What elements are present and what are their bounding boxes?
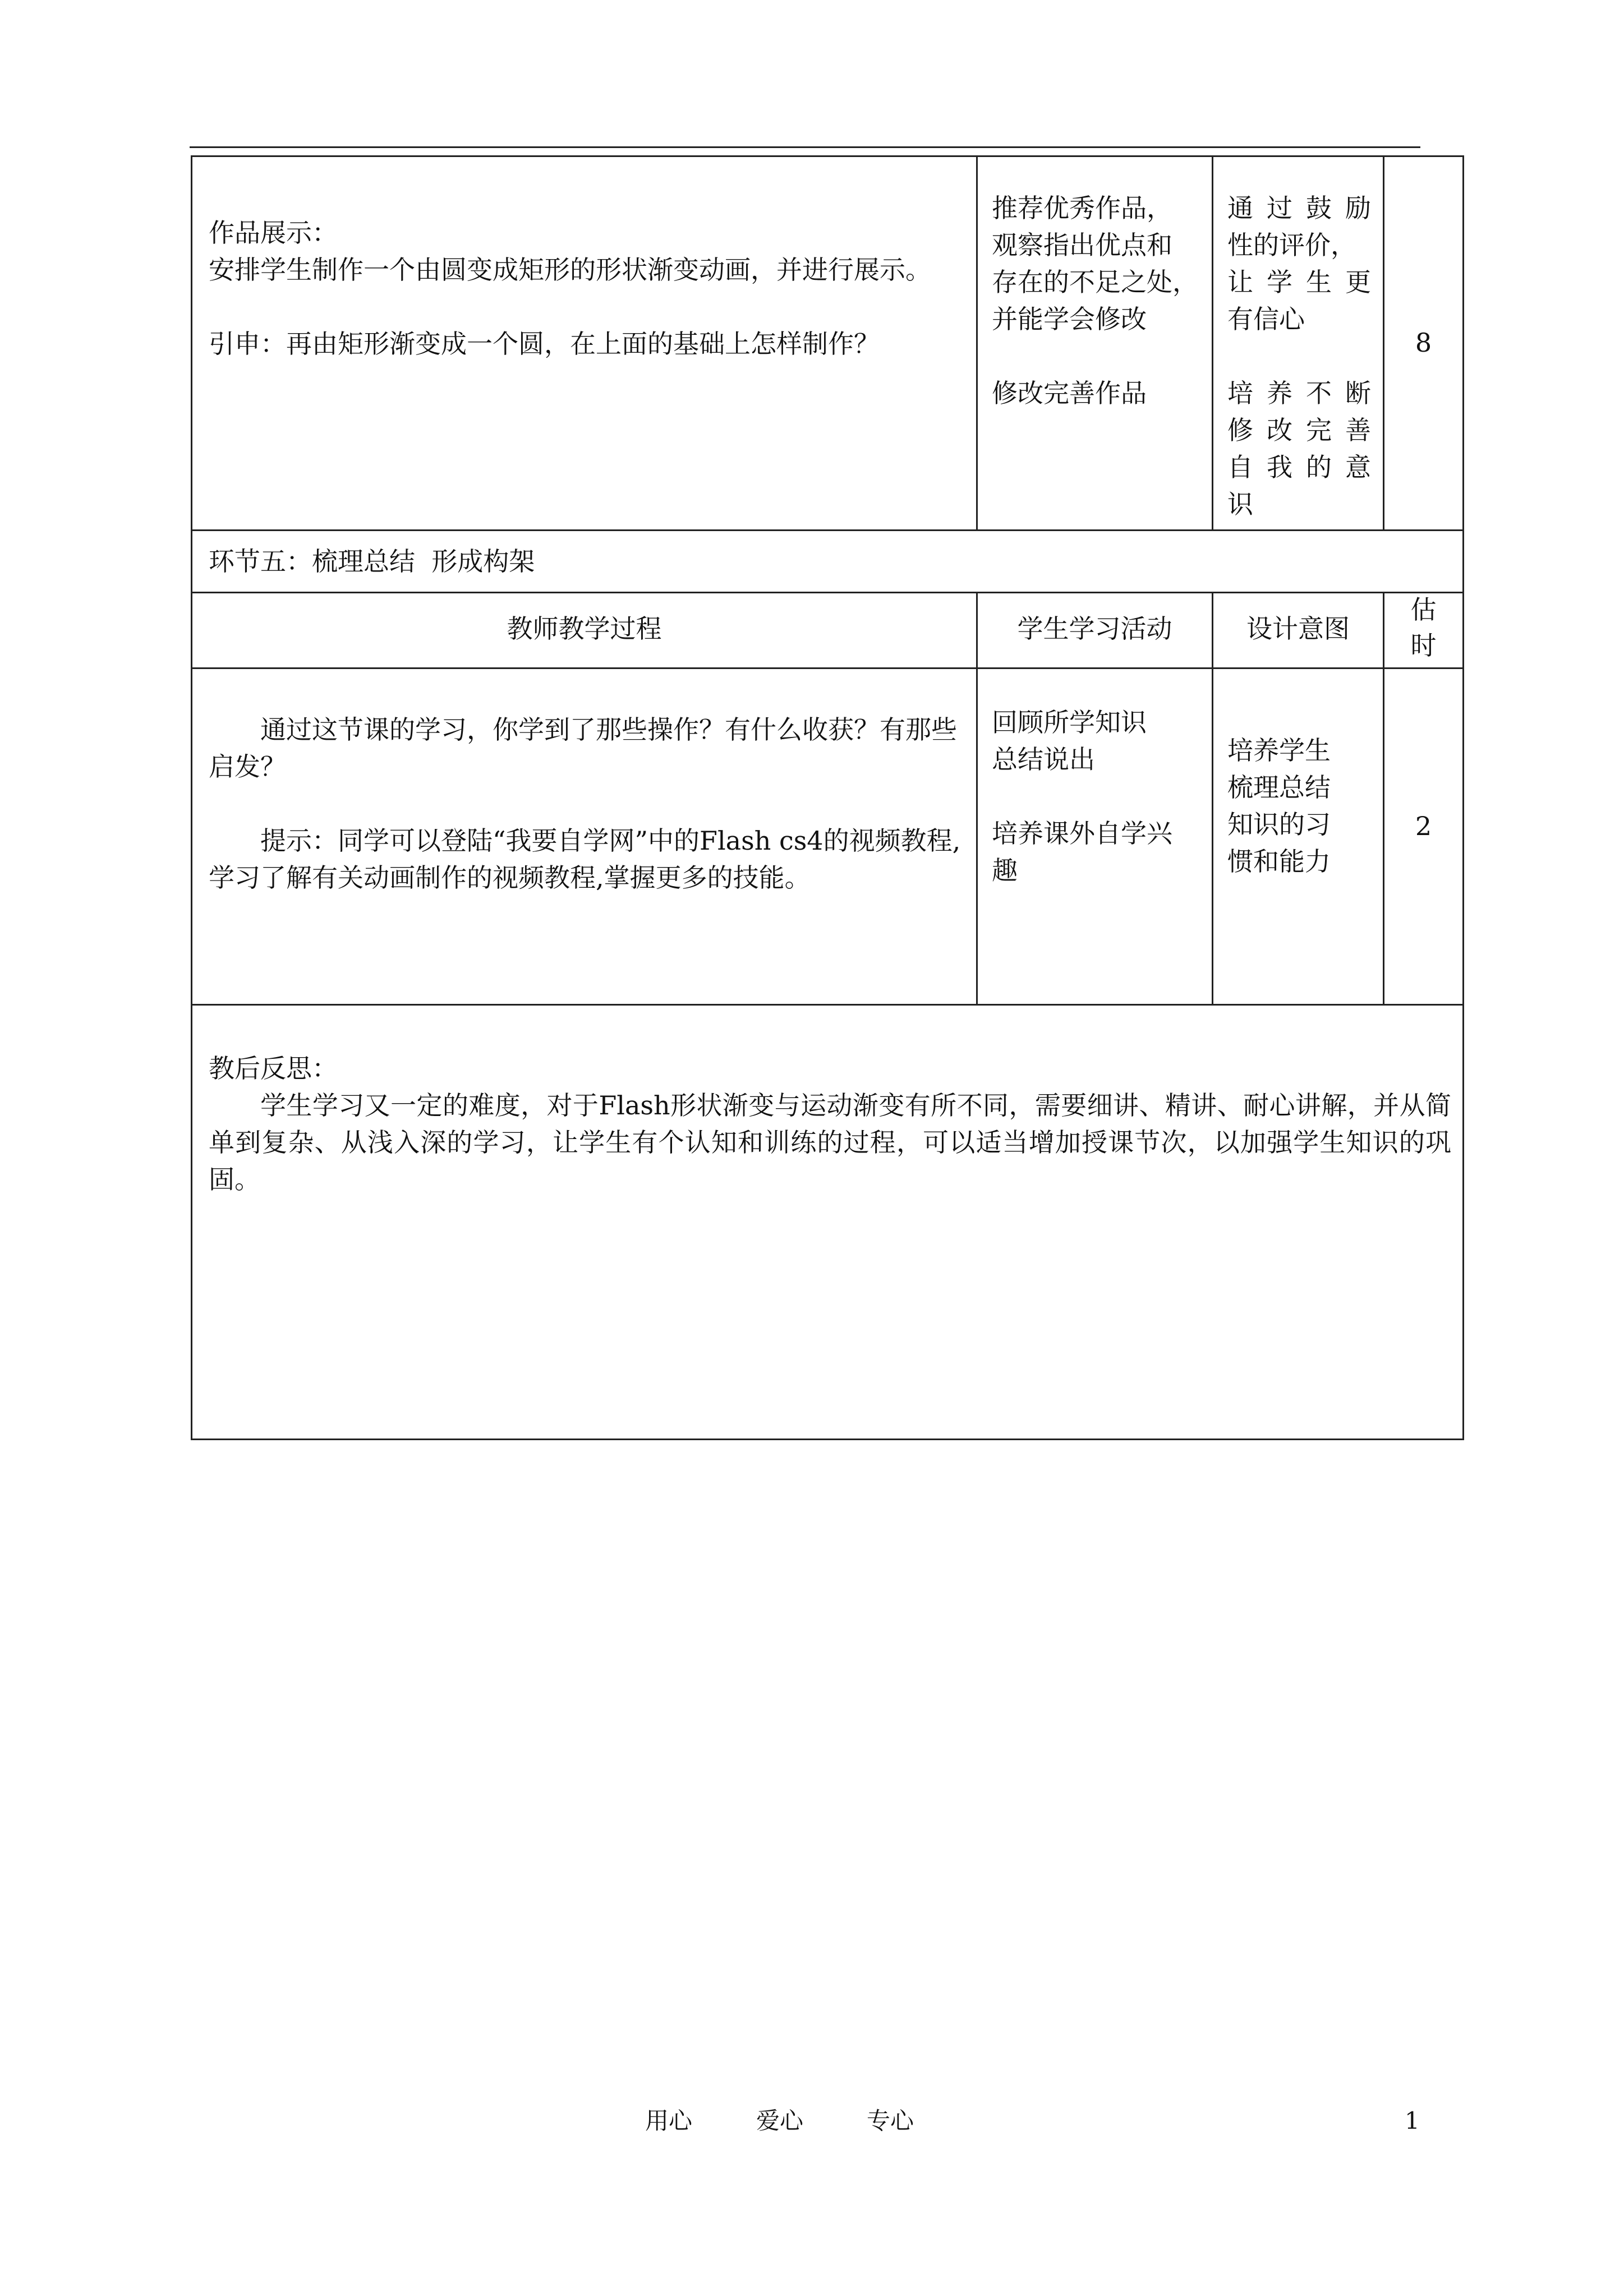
intent-line: 识 (1227, 489, 1253, 519)
activity-line: 存在的不足之处， (992, 267, 1198, 297)
activity-line: 总结说出 (992, 744, 1095, 774)
intent-line: 有信心 (1227, 304, 1305, 334)
footer-motto-2: 爱心 (756, 2107, 804, 2134)
header-estimated-time: 估 时 (1410, 594, 1437, 661)
row2-activity-cell (992, 704, 1208, 889)
row2-intent-cell (1227, 732, 1373, 880)
header-rule (190, 146, 1420, 148)
intent-line: 培养学生 (1227, 735, 1331, 766)
row1-process-cell (209, 214, 972, 362)
reflection-body: 学生学习又一定的难度，对于Flash形状渐变与运动渐变有所不同，需要细讲、精讲、耐心讲解，并从简单到复杂、从浅入深的学习，让学生有个认知和训练的过程，可以适当增加授课节次，以加强学生知识的巩固。 (209, 1090, 1451, 1195)
table-divider-section (191, 592, 1464, 593)
reflection-cell (209, 1050, 1451, 1198)
column-divider (1212, 155, 1213, 529)
page-number: 1 (1405, 2107, 1420, 2134)
activity-line (992, 778, 1208, 815)
activity-line (992, 338, 1205, 375)
row2-process-cell (209, 711, 966, 896)
row2-time-cell (1384, 808, 1462, 845)
intent-line: 让学生更 (1227, 267, 1371, 297)
activity-line: 趣 (992, 855, 1018, 886)
intent-line: 知识的习 (1227, 809, 1331, 840)
table-border-right (1462, 155, 1464, 1440)
intent-line (1227, 338, 1371, 375)
header-student-activity: 学生学习活动 (1017, 614, 1172, 644)
activity-line: 回顾所学知识 (992, 707, 1147, 737)
column-divider (976, 155, 978, 529)
intent-line: 惯和能力 (1227, 846, 1331, 877)
process-line: 作品展示： (209, 218, 338, 248)
estimated-time: 8 (1415, 328, 1432, 358)
table-border-bottom (191, 1439, 1464, 1440)
footer-motto-1: 用心 (645, 2107, 693, 2134)
section-title: 环节五：梳理总结 形成构架 (209, 546, 535, 577)
process-paragraph: 通过这节课的学习，你学到了那些操作？有什么收获？有那些启发？ (209, 714, 957, 782)
table-divider-row1 (191, 529, 1464, 531)
column-divider (976, 592, 978, 1004)
table-border-top (191, 155, 1464, 157)
process-line (209, 288, 972, 325)
activity-line: 并能学会修改 (992, 304, 1147, 334)
activity-line: 观察指出优点和 (992, 230, 1172, 260)
intent-line: 自我的意 (1227, 452, 1371, 482)
process-line: 安排学生制作一个由圆变成矩形的形状渐变动画，并进行展示。 (209, 255, 931, 285)
footer-motto-3: 专心 (867, 2107, 914, 2134)
row1-activity-cell (992, 190, 1205, 412)
activity-line: 修改完善作品 (992, 378, 1147, 408)
header-teacher-process: 教师教学过程 (507, 614, 662, 644)
process-paragraph: 提示：同学可以登陆“我要自学网”中的Flash cs4的视频教程,学习了解有关动画制作的视频教程,掌握更多的技能。 (209, 826, 961, 893)
intent-line: 梳理总结 (1227, 772, 1331, 803)
reflection-title: 教后反思： (209, 1053, 338, 1084)
column-divider (1212, 592, 1213, 1004)
activity-line: 培养课外自学兴 (992, 818, 1172, 849)
process-line: 引申：再由矩形渐变成一个圆，在上面的基础上怎样制作？ (209, 329, 880, 359)
table-border-left (191, 155, 192, 1440)
row1-intent-cell (1227, 190, 1371, 523)
estimated-time: 2 (1415, 811, 1432, 841)
intent-line: 修改完善 (1227, 415, 1371, 445)
intent-line: 培养不断 (1227, 378, 1371, 408)
intent-line: 通过鼓励 (1227, 193, 1371, 223)
row1-time-cell (1384, 324, 1462, 361)
intent-line: 性的评价， (1227, 230, 1356, 260)
table-divider-row2 (191, 1004, 1464, 1006)
header-design-intent: 设计意图 (1246, 614, 1350, 644)
table-divider-header (191, 667, 1464, 669)
activity-line: 推荐优秀作品， (992, 193, 1172, 223)
